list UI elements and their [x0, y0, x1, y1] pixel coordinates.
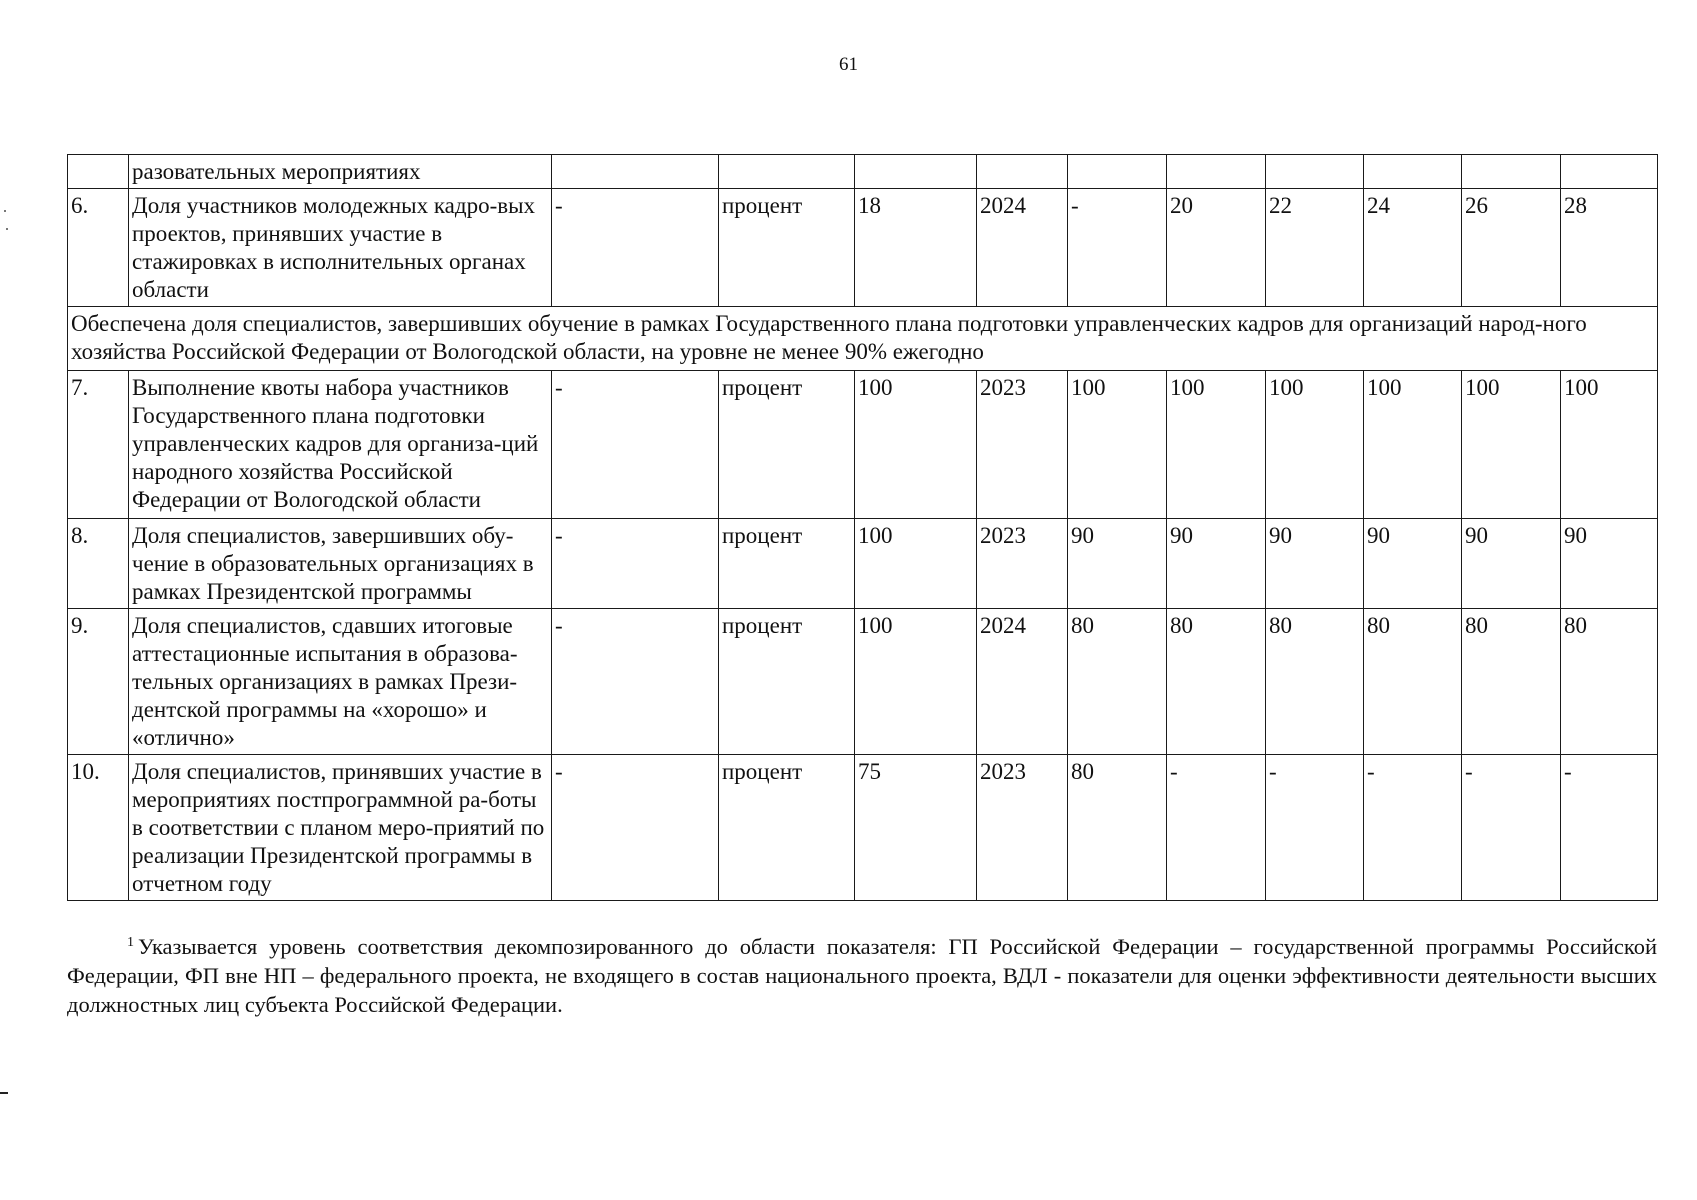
- cell-base-year: 2023: [977, 519, 1068, 609]
- cell-base-value: [855, 155, 977, 189]
- cell-indicator-name: разовательных мероприятиях: [129, 155, 552, 189]
- cell-value: 90: [1364, 519, 1462, 609]
- table-row: [68, 609, 1658, 755]
- cell-base-value: 18: [855, 189, 977, 307]
- cell-value: 90: [1561, 519, 1658, 609]
- cell-value: [1068, 155, 1167, 189]
- cell-value: 90: [1462, 519, 1561, 609]
- cell-level: -: [552, 189, 719, 307]
- cell-value: 80: [1167, 609, 1266, 755]
- cell-value: 90: [1068, 519, 1167, 609]
- cell-value: -: [1561, 755, 1658, 901]
- cell-value: 100: [1462, 371, 1561, 519]
- table-row: [68, 371, 1658, 519]
- cell-indicator-name: Доля специалистов, сдавших итоговые аттестационные испытания в образова-тельных организациях в рамках Прези-дентской программы на «хорошо» и «отлично»: [129, 609, 552, 755]
- cell-value: 80: [1068, 609, 1167, 755]
- cell-value: 100: [1266, 371, 1364, 519]
- cell-value: [1364, 155, 1462, 189]
- cell-value: -: [1266, 755, 1364, 901]
- cell-level: -: [552, 371, 719, 519]
- cell-value: 100: [1167, 371, 1266, 519]
- cell-value: 90: [1167, 519, 1266, 609]
- cell-value: -: [1462, 755, 1561, 901]
- cell-unit: процент: [719, 189, 855, 307]
- footnote: [67, 932, 1657, 1019]
- cell-base-year: 2024: [977, 189, 1068, 307]
- table-row: [68, 519, 1658, 609]
- cell-value: 100: [1561, 371, 1658, 519]
- scan-margin-mark: [0, 1092, 8, 1094]
- cell-unit: процент: [719, 371, 855, 519]
- scan-dot-mark: [4, 210, 6, 212]
- cell-value: -: [1364, 755, 1462, 901]
- cell-value: 26: [1462, 189, 1561, 307]
- cell-num: 9.: [68, 609, 129, 755]
- cell-level: -: [552, 519, 719, 609]
- cell-value: 80: [1364, 609, 1462, 755]
- cell-num: 10.: [68, 755, 129, 901]
- cell-value: 28: [1561, 189, 1658, 307]
- cell-value: 80: [1462, 609, 1561, 755]
- cell-indicator-name: Доля специалистов, принявших участие в мероприятиях постпрограммной ра-боты в соответствии с планом меро-приятий по реализации Президентской программы в отчетном году: [129, 755, 552, 901]
- cell-num: [68, 155, 129, 189]
- table-row-continuation: [68, 155, 1658, 189]
- cell-base-year: 2023: [977, 755, 1068, 901]
- cell-value: 80: [1266, 609, 1364, 755]
- cell-unit: [719, 155, 855, 189]
- indicators-table: [67, 154, 1658, 901]
- table-row: [68, 755, 1658, 901]
- cell-indicator-name: Доля специалистов, завершивших обу-чение в образовательных организациях в рамках Президентской программы: [129, 519, 552, 609]
- cell-num: 6.: [68, 189, 129, 307]
- cell-value: [1462, 155, 1561, 189]
- cell-value: [1266, 155, 1364, 189]
- cell-base-year: 2024: [977, 609, 1068, 755]
- cell-value: -: [1167, 755, 1266, 901]
- cell-value: 80: [1561, 609, 1658, 755]
- cell-base-year: 2023: [977, 371, 1068, 519]
- cell-value: 90: [1266, 519, 1364, 609]
- cell-value: 22: [1266, 189, 1364, 307]
- cell-value: 24: [1364, 189, 1462, 307]
- cell-base-value: 100: [855, 519, 977, 609]
- cell-num: 7.: [68, 371, 129, 519]
- cell-unit: процент: [719, 519, 855, 609]
- cell-value: 100: [1364, 371, 1462, 519]
- cell-value: 100: [1068, 371, 1167, 519]
- footnote-text: Указывается уровень соответствия декомпозированного до области показателя: ГП Российской Федерации – государственной программы Российской Федерации, ФП вне НП – федерального проекта, не входящего в состав национального проекта, ВДЛ - показатели для оценки эффективности деятельности высших должностных лиц субъекта Российской Федерации.: [67, 934, 1657, 1017]
- cell-base-value: 75: [855, 755, 977, 901]
- cell-indicator-name: Выполнение квоты набора участников Государственного плана подготовки управленческих кадров для организа-ций народного хозяйства Российской Федерации от Вологодской области: [129, 371, 552, 519]
- footnote-marker: 1: [127, 935, 134, 950]
- cell-value: -: [1068, 189, 1167, 307]
- cell-base-year: [977, 155, 1068, 189]
- cell-value: 80: [1068, 755, 1167, 901]
- table-row: [68, 189, 1658, 307]
- section-heading: Обеспечена доля специалистов, завершивших обучение в рамках Государственного плана подготовки управленческих кадров для организаций народ-ного хозяйства Российской Федерации от Вологодской области, на уровне не менее 90% ежегодно: [68, 307, 1658, 371]
- cell-level: -: [552, 609, 719, 755]
- cell-value: 20: [1167, 189, 1266, 307]
- page-number: 61: [839, 54, 858, 75]
- cell-indicator-name: Доля участников молодежных кадро-вых проектов, принявших участие в стажировках в исполнительных органах области: [129, 189, 552, 307]
- table-section-row: [68, 307, 1658, 371]
- scan-dot-mark: [6, 228, 8, 230]
- cell-unit: процент: [719, 755, 855, 901]
- cell-unit: процент: [719, 609, 855, 755]
- cell-base-value: 100: [855, 371, 977, 519]
- cell-base-value: 100: [855, 609, 977, 755]
- cell-value: [1561, 155, 1658, 189]
- cell-level: [552, 155, 719, 189]
- cell-level: -: [552, 755, 719, 901]
- cell-value: [1167, 155, 1266, 189]
- cell-num: 8.: [68, 519, 129, 609]
